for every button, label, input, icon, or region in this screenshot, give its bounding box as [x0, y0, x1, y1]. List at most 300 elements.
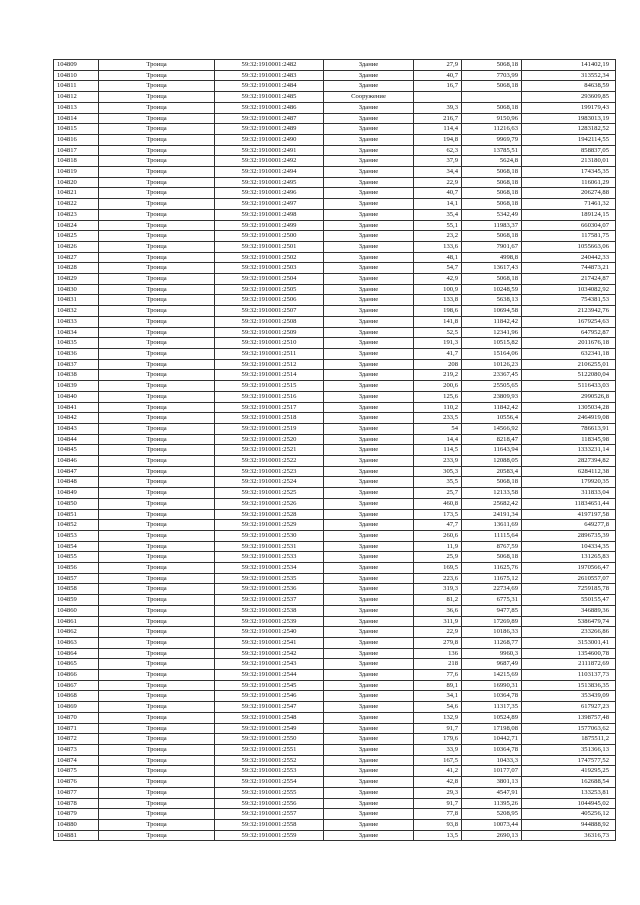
cell-record-number: 104842 — [54, 413, 99, 424]
cell-locality: Троица — [99, 734, 215, 745]
cell-locality: Троица — [99, 231, 215, 242]
table-row — [54, 627, 616, 638]
cell-cadastral-number: 59:32:1910001:2547 — [215, 702, 324, 713]
table-row — [54, 819, 616, 830]
cell-area: 136 — [414, 648, 462, 659]
cell-locality: Троица — [99, 819, 215, 830]
cell-record-number: 104838 — [54, 370, 99, 381]
cell-locality: Троица — [99, 691, 215, 702]
cell-object-type: Здание — [324, 552, 414, 563]
cell-object-type: Здание — [324, 766, 414, 777]
cell-record-number: 104880 — [54, 819, 99, 830]
cell-object-type: Здание — [324, 659, 414, 670]
table-row — [54, 509, 616, 520]
table-row — [54, 167, 616, 178]
cell-locality: Троица — [99, 391, 215, 402]
cell-locality: Троица — [99, 509, 215, 520]
cell-record-number: 104837 — [54, 359, 99, 370]
cell-cadastral-number: 59:32:1910001:2520 — [215, 434, 324, 445]
cell-cadastral-value: 405256,12 — [522, 809, 616, 820]
table-row — [54, 809, 616, 820]
cell-area: 35,5 — [414, 477, 462, 488]
cell-unit-value: 11268,77 — [462, 637, 522, 648]
cell-object-type: Здание — [324, 627, 414, 638]
cell-unit-value: 10556,4 — [462, 413, 522, 424]
table-row — [54, 755, 616, 766]
cell-area: 133,8 — [414, 295, 462, 306]
cell-area: 25,7 — [414, 488, 462, 499]
table-row — [54, 466, 616, 477]
cell-locality: Троица — [99, 263, 215, 274]
cell-area: 305,3 — [414, 466, 462, 477]
cell-record-number: 104878 — [54, 798, 99, 809]
cell-cadastral-value: 2827394,82 — [522, 456, 616, 467]
cell-area — [414, 92, 462, 103]
table-row — [54, 787, 616, 798]
cell-cadastral-value: 1055663,06 — [522, 241, 616, 252]
cell-cadastral-number: 59:32:1910001:2529 — [215, 520, 324, 531]
cell-locality: Троица — [99, 124, 215, 135]
cell-locality: Троица — [99, 188, 215, 199]
cell-object-type: Здание — [324, 734, 414, 745]
cell-cadastral-number: 59:32:1910001:2509 — [215, 327, 324, 338]
cell-record-number: 104873 — [54, 745, 99, 756]
cell-unit-value: 11842,42 — [462, 316, 522, 327]
cell-locality: Троица — [99, 563, 215, 574]
cell-locality: Троица — [99, 145, 215, 156]
cell-record-number: 104840 — [54, 391, 99, 402]
cell-cadastral-value: 5122080,04 — [522, 370, 616, 381]
cell-object-type: Здание — [324, 670, 414, 681]
cell-area: 47,7 — [414, 520, 462, 531]
cell-object-type: Здание — [324, 413, 414, 424]
cell-locality: Троица — [99, 209, 215, 220]
cell-cadastral-value: 1679254,63 — [522, 316, 616, 327]
cell-locality: Троица — [99, 798, 215, 809]
cell-cadastral-number: 59:32:1910001:2557 — [215, 809, 324, 820]
cell-cadastral-number: 59:32:1910001:2555 — [215, 787, 324, 798]
cell-cadastral-number: 59:32:1910001:2542 — [215, 648, 324, 659]
cell-record-number: 104879 — [54, 809, 99, 820]
cell-area: 42,8 — [414, 777, 462, 788]
cell-object-type: Здание — [324, 188, 414, 199]
cell-record-number: 104861 — [54, 616, 99, 627]
cell-area: 114,4 — [414, 124, 462, 135]
cell-unit-value: 4547,91 — [462, 787, 522, 798]
cell-area: 37,9 — [414, 156, 462, 167]
table-row — [54, 734, 616, 745]
cell-record-number: 104856 — [54, 563, 99, 574]
table-row — [54, 316, 616, 327]
cell-unit-value: 10248,59 — [462, 284, 522, 295]
cell-unit-value: 10442,71 — [462, 734, 522, 745]
cell-area: 11,9 — [414, 541, 462, 552]
cell-area: 173,5 — [414, 509, 462, 520]
table-row — [54, 530, 616, 541]
cadastral-value-table-page — [53, 59, 607, 841]
cell-cadastral-value: 233266,86 — [522, 627, 616, 638]
cell-cadastral-value: 1305034,28 — [522, 402, 616, 413]
cell-cadastral-number: 59:32:1910001:2528 — [215, 509, 324, 520]
cell-unit-value: 5068,18 — [462, 60, 522, 71]
cell-locality: Троица — [99, 809, 215, 820]
table-row — [54, 306, 616, 317]
cell-unit-value: 11625,76 — [462, 563, 522, 574]
cell-record-number: 104859 — [54, 595, 99, 606]
table-row — [54, 338, 616, 349]
cell-area: 311,9 — [414, 616, 462, 627]
cell-record-number: 104828 — [54, 263, 99, 274]
cell-cadastral-value: 351366,13 — [522, 745, 616, 756]
cell-locality: Троица — [99, 156, 215, 167]
table-row — [54, 798, 616, 809]
cell-area: 14,1 — [414, 199, 462, 210]
cell-cadastral-number: 59:32:1910001:2498 — [215, 209, 324, 220]
cell-cadastral-number: 59:32:1910001:2517 — [215, 402, 324, 413]
table-row — [54, 777, 616, 788]
cell-unit-value: 5068,18 — [462, 477, 522, 488]
cell-record-number: 104872 — [54, 734, 99, 745]
cell-locality: Троица — [99, 573, 215, 584]
table-row — [54, 145, 616, 156]
cell-object-type: Здание — [324, 145, 414, 156]
cell-locality: Троица — [99, 477, 215, 488]
cell-cadastral-number: 59:32:1910001:2492 — [215, 156, 324, 167]
cell-locality: Троица — [99, 520, 215, 531]
cell-object-type: Здание — [324, 509, 414, 520]
cell-object-type: Здание — [324, 520, 414, 531]
cell-area: 40,7 — [414, 188, 462, 199]
cell-unit-value: 5638,13 — [462, 295, 522, 306]
cell-unit-value: 25682,42 — [462, 498, 522, 509]
cell-cadastral-number: 59:32:1910001:2499 — [215, 220, 324, 231]
cell-cadastral-number: 59:32:1910001:2519 — [215, 423, 324, 434]
cell-cadastral-number: 59:32:1910001:2540 — [215, 627, 324, 638]
cell-cadastral-number: 59:32:1910001:2504 — [215, 274, 324, 285]
cell-record-number: 104849 — [54, 488, 99, 499]
cell-cadastral-value: 419295,25 — [522, 766, 616, 777]
table-row — [54, 584, 616, 595]
cell-record-number: 104815 — [54, 124, 99, 135]
cell-cadastral-value: 174345,35 — [522, 167, 616, 178]
cell-cadastral-value: 1034082,92 — [522, 284, 616, 295]
cell-locality: Троица — [99, 306, 215, 317]
cell-record-number: 104825 — [54, 231, 99, 242]
cell-cadastral-number: 59:32:1910001:2523 — [215, 466, 324, 477]
table-row — [54, 573, 616, 584]
table-row — [54, 252, 616, 263]
cell-area: 34,4 — [414, 167, 462, 178]
cell-area: 114,5 — [414, 445, 462, 456]
cell-record-number: 104854 — [54, 541, 99, 552]
table-row — [54, 177, 616, 188]
cell-cadastral-number: 59:32:1910001:2556 — [215, 798, 324, 809]
cell-area: 279,8 — [414, 637, 462, 648]
cell-object-type: Здание — [324, 274, 414, 285]
cell-cadastral-number: 59:32:1910001:2514 — [215, 370, 324, 381]
cell-area: 13,5 — [414, 830, 462, 841]
cell-cadastral-value: 84638,59 — [522, 81, 616, 92]
cell-object-type: Здание — [324, 498, 414, 509]
cell-unit-value: 5068,18 — [462, 188, 522, 199]
table-row — [54, 241, 616, 252]
cell-cadastral-number: 59:32:1910001:2559 — [215, 830, 324, 841]
cell-cadastral-number: 59:32:1910001:2491 — [215, 145, 324, 156]
cell-object-type: Здание — [324, 402, 414, 413]
table-row — [54, 659, 616, 670]
cell-cadastral-number: 59:32:1910001:2554 — [215, 777, 324, 788]
cell-unit-value: 24191,34 — [462, 509, 522, 520]
cell-area: 41,7 — [414, 348, 462, 359]
cell-cadastral-number: 59:32:1910001:2541 — [215, 637, 324, 648]
cell-record-number: 104852 — [54, 520, 99, 531]
cell-cadastral-number: 59:32:1910001:2550 — [215, 734, 324, 745]
cell-unit-value: 8767,59 — [462, 541, 522, 552]
cell-object-type: Здание — [324, 156, 414, 167]
cell-cadastral-value: 36316,73 — [522, 830, 616, 841]
cell-cadastral-number: 59:32:1910001:2503 — [215, 263, 324, 274]
cell-unit-value: 17198,08 — [462, 723, 522, 734]
table-row — [54, 81, 616, 92]
cell-unit-value: 23809,93 — [462, 391, 522, 402]
cell-cadastral-value: 5116433,03 — [522, 381, 616, 392]
cell-area: 48,1 — [414, 252, 462, 263]
cell-locality: Троица — [99, 830, 215, 841]
cell-locality: Троица — [99, 766, 215, 777]
cell-cadastral-value: 1103137,73 — [522, 670, 616, 681]
cell-area: 133,6 — [414, 241, 462, 252]
table-row — [54, 263, 616, 274]
cell-cadastral-number: 59:32:1910001:2549 — [215, 723, 324, 734]
cell-unit-value: 25505,65 — [462, 381, 522, 392]
cell-area: 233,9 — [414, 456, 462, 467]
cell-cadastral-value: 1942114,55 — [522, 134, 616, 145]
cell-unit-value: 10186,33 — [462, 627, 522, 638]
cell-cadastral-value: 162688,54 — [522, 777, 616, 788]
cell-unit-value: 9960,3 — [462, 648, 522, 659]
cell-locality: Троица — [99, 498, 215, 509]
cell-locality: Троица — [99, 134, 215, 145]
table-row — [54, 552, 616, 563]
cell-unit-value: 7901,67 — [462, 241, 522, 252]
cell-cadastral-value: 617927,23 — [522, 702, 616, 713]
cell-cadastral-value: 1747577,52 — [522, 755, 616, 766]
cell-record-number: 104819 — [54, 167, 99, 178]
cell-cadastral-number: 59:32:1910001:2502 — [215, 252, 324, 263]
cell-cadastral-number: 59:32:1910001:2548 — [215, 712, 324, 723]
cell-area: 40,7 — [414, 70, 462, 81]
cell-cadastral-number: 59:32:1910001:2497 — [215, 199, 324, 210]
cell-record-number: 104820 — [54, 177, 99, 188]
cell-object-type: Здание — [324, 70, 414, 81]
cell-locality: Троица — [99, 413, 215, 424]
table-row — [54, 413, 616, 424]
cell-cadastral-value: 353439,09 — [522, 691, 616, 702]
cell-locality: Троица — [99, 595, 215, 606]
cell-unit-value: 10364,78 — [462, 691, 522, 702]
table-row — [54, 209, 616, 220]
cell-cadastral-number: 59:32:1910001:2482 — [215, 60, 324, 71]
cell-record-number: 104813 — [54, 102, 99, 113]
cell-cadastral-value: 2011676,18 — [522, 338, 616, 349]
cell-cadastral-value: 133253,81 — [522, 787, 616, 798]
cell-cadastral-number: 59:32:1910001:2543 — [215, 659, 324, 670]
cell-cadastral-number: 59:32:1910001:2518 — [215, 413, 324, 424]
cell-object-type: Здание — [324, 81, 414, 92]
cell-cadastral-number: 59:32:1910001:2530 — [215, 530, 324, 541]
cell-record-number: 104814 — [54, 113, 99, 124]
cell-locality: Троица — [99, 199, 215, 210]
cell-object-type: Здание — [324, 348, 414, 359]
table-row — [54, 134, 616, 145]
cell-locality: Троица — [99, 466, 215, 477]
cell-unit-value: 9969,79 — [462, 134, 522, 145]
cell-area: 125,6 — [414, 391, 462, 402]
cell-locality: Троица — [99, 723, 215, 734]
cell-unit-value: 5068,18 — [462, 552, 522, 563]
cell-area: 55,1 — [414, 220, 462, 231]
cell-unit-value: 10177,07 — [462, 766, 522, 777]
cell-cadastral-value: 944888,92 — [522, 819, 616, 830]
cell-area: 62,3 — [414, 145, 462, 156]
cell-cadastral-value: 141402,19 — [522, 60, 616, 71]
table-row — [54, 220, 616, 231]
cell-cadastral-number: 59:32:1910001:2494 — [215, 167, 324, 178]
cell-locality: Троица — [99, 659, 215, 670]
cell-cadastral-value: 6284112,38 — [522, 466, 616, 477]
cell-area: 169,5 — [414, 563, 462, 574]
cell-cadastral-value: 104334,35 — [522, 541, 616, 552]
cell-object-type: Здание — [324, 798, 414, 809]
table-row — [54, 766, 616, 777]
table-row — [54, 188, 616, 199]
cell-area: 54,6 — [414, 702, 462, 713]
cell-cadastral-number: 59:32:1910001:2536 — [215, 584, 324, 595]
cell-object-type: Здание — [324, 316, 414, 327]
cell-cadastral-value: 131265,83 — [522, 552, 616, 563]
cell-object-type: Здание — [324, 809, 414, 820]
table-row — [54, 274, 616, 285]
cell-object-type: Здание — [324, 819, 414, 830]
cell-object-type: Здание — [324, 327, 414, 338]
table-row — [54, 348, 616, 359]
cell-unit-value: 5068,18 — [462, 199, 522, 210]
cell-record-number: 104864 — [54, 648, 99, 659]
cell-object-type: Здание — [324, 755, 414, 766]
cell-unit-value: 11842,42 — [462, 402, 522, 413]
cell-cadastral-value: 550155,47 — [522, 595, 616, 606]
cell-record-number: 104877 — [54, 787, 99, 798]
cell-cadastral-value: 1333231,14 — [522, 445, 616, 456]
cell-record-number: 104867 — [54, 680, 99, 691]
cell-object-type: Здание — [324, 295, 414, 306]
cell-unit-value: 12341,96 — [462, 327, 522, 338]
cell-area: 36,6 — [414, 605, 462, 616]
cell-locality: Троица — [99, 423, 215, 434]
table-row — [54, 445, 616, 456]
cell-cadastral-number: 59:32:1910001:2553 — [215, 766, 324, 777]
cell-record-number: 104835 — [54, 338, 99, 349]
cell-object-type: Здание — [324, 263, 414, 274]
cell-record-number: 104824 — [54, 220, 99, 231]
cell-cadastral-number: 59:32:1910001:2496 — [215, 188, 324, 199]
cell-cadastral-value: 4197197,58 — [522, 509, 616, 520]
cell-record-number: 104869 — [54, 702, 99, 713]
cell-locality: Троица — [99, 327, 215, 338]
cell-object-type: Здание — [324, 391, 414, 402]
table-row — [54, 680, 616, 691]
table-row — [54, 723, 616, 734]
cell-record-number: 104826 — [54, 241, 99, 252]
cell-cadastral-number: 59:32:1910001:2533 — [215, 552, 324, 563]
cell-object-type: Здание — [324, 338, 414, 349]
cell-object-type: Здание — [324, 830, 414, 841]
cell-cadastral-value: 2990526,8 — [522, 391, 616, 402]
table-row — [54, 595, 616, 606]
cell-unit-value: 13617,43 — [462, 263, 522, 274]
cell-cadastral-number: 59:32:1910001:2512 — [215, 359, 324, 370]
cell-object-type: Сооружение — [324, 92, 414, 103]
cell-locality: Троица — [99, 402, 215, 413]
cell-object-type: Здание — [324, 284, 414, 295]
cell-cadastral-number: 59:32:1910001:2544 — [215, 670, 324, 681]
cell-unit-value: 11643,94 — [462, 445, 522, 456]
cell-unit-value: 20583,4 — [462, 466, 522, 477]
cell-object-type: Здание — [324, 648, 414, 659]
cell-unit-value: 9477,85 — [462, 605, 522, 616]
cell-cadastral-number: 59:32:1910001:2525 — [215, 488, 324, 499]
table-row — [54, 199, 616, 210]
cell-locality: Троица — [99, 167, 215, 178]
cell-area: 91,7 — [414, 798, 462, 809]
table-row — [54, 456, 616, 467]
cell-cadastral-number: 59:32:1910001:2516 — [215, 391, 324, 402]
cell-cadastral-value: 199179,43 — [522, 102, 616, 113]
cell-area: 33,9 — [414, 745, 462, 756]
cell-unit-value: 9150,96 — [462, 113, 522, 124]
table-row — [54, 712, 616, 723]
cell-area: 54,7 — [414, 263, 462, 274]
cell-record-number: 104848 — [54, 477, 99, 488]
cell-object-type: Здание — [324, 541, 414, 552]
cell-cadastral-value: 346889,36 — [522, 605, 616, 616]
cell-area: 89,1 — [414, 680, 462, 691]
cell-area: 54 — [414, 423, 462, 434]
cell-unit-value: 3801,13 — [462, 777, 522, 788]
cell-cadastral-value: 1398757,48 — [522, 712, 616, 723]
cell-locality: Троица — [99, 359, 215, 370]
cell-record-number: 104846 — [54, 456, 99, 467]
table-row — [54, 113, 616, 124]
cell-area: 191,3 — [414, 338, 462, 349]
cell-object-type: Здание — [324, 488, 414, 499]
cell-cadastral-number: 59:32:1910001:2515 — [215, 381, 324, 392]
cell-object-type: Здание — [324, 680, 414, 691]
cadastral-value-table — [53, 59, 616, 841]
cell-object-type: Здание — [324, 466, 414, 477]
cell-unit-value: 5068,18 — [462, 167, 522, 178]
cell-locality: Троица — [99, 456, 215, 467]
cell-locality: Троица — [99, 541, 215, 552]
cell-object-type: Здание — [324, 370, 414, 381]
cell-locality: Троица — [99, 530, 215, 541]
cell-unit-value: 14566,92 — [462, 423, 522, 434]
cell-object-type: Здание — [324, 745, 414, 756]
cell-record-number: 104841 — [54, 402, 99, 413]
cell-cadastral-value: 206274,88 — [522, 188, 616, 199]
cell-unit-value: 8218,47 — [462, 434, 522, 445]
table-row — [54, 423, 616, 434]
